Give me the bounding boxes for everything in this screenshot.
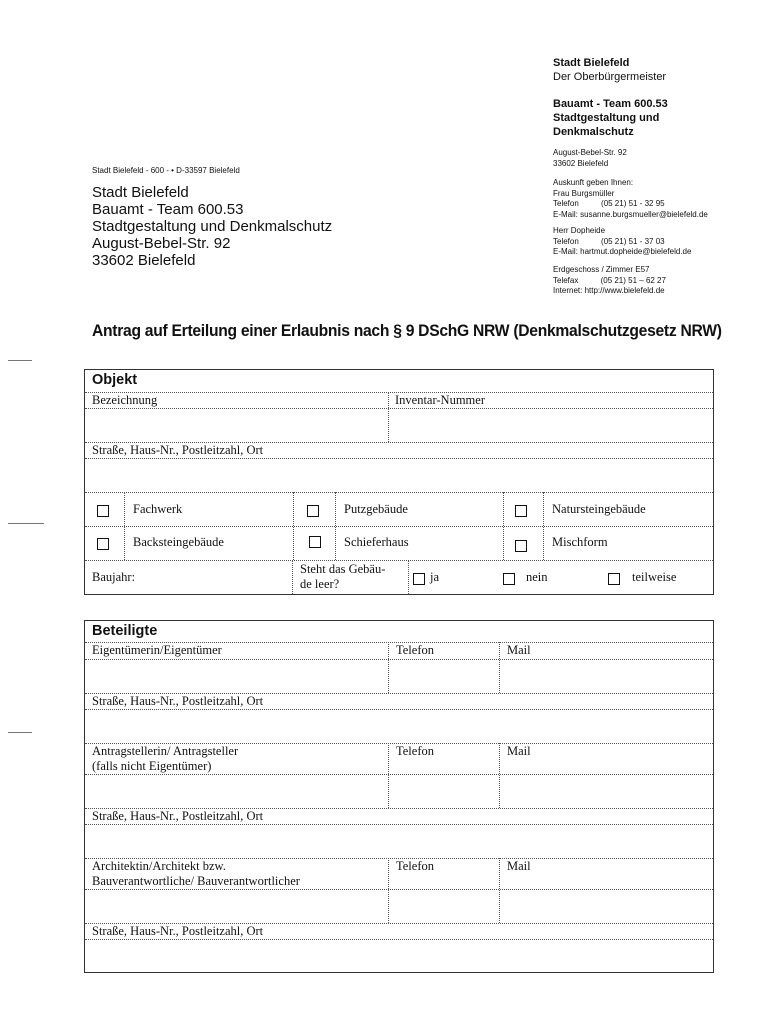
leer-nein-checkbox[interactable] <box>503 573 515 585</box>
arch-divider <box>85 889 713 890</box>
putzgebaeude-checkbox[interactable] <box>307 505 319 517</box>
sender-line: Stadt Bielefeld - 600 - • D-33597 Bielefeld <box>92 166 240 175</box>
objekt-heading: Objekt <box>92 372 138 388</box>
architekt-field[interactable] <box>86 891 386 921</box>
fold-mark-top <box>8 360 32 361</box>
eigentuemer-strasse-label: Straße, Haus-Nr., Postleitzahl, Ort <box>92 694 264 708</box>
dept-line2: Stadtgestaltung und <box>553 112 660 124</box>
contact2-name: Herr Dopheide <box>553 226 606 235</box>
antragsteller-mail-label: Mail <box>507 744 531 758</box>
fachwerk-checkbox[interactable] <box>97 505 109 517</box>
architekt-strasse-field[interactable] <box>86 941 712 971</box>
contact1-phone: Telefon (05 21) 51 - 32 95 <box>553 199 665 208</box>
punch-mark <box>8 523 44 524</box>
leer-nein-label: nein <box>526 570 548 584</box>
architekt-line2: Bauverantwortliche/ Bauverantwortlicher <box>92 874 300 888</box>
eigentuemer-telefon-field[interactable] <box>390 661 497 691</box>
leer-ja-checkbox[interactable] <box>413 573 425 585</box>
architekt-mail-field[interactable] <box>501 891 712 921</box>
antragsteller-telefon-label: Telefon <box>396 744 434 758</box>
architekt-strasse-label: Straße, Haus-Nr., Postleitzahl, Ort <box>92 924 264 938</box>
bezeichnung-field[interactable] <box>86 410 386 440</box>
natursteingebaeude-checkbox[interactable] <box>515 505 527 517</box>
antragsteller-mail-field[interactable] <box>501 776 712 806</box>
objekt-divider-2 <box>85 408 713 409</box>
header-city: 33602 Bielefeld <box>553 158 609 168</box>
header-room <box>553 265 666 297</box>
org-name: Stadt Bielefeld <box>553 57 630 69</box>
antrag-strasse-divider <box>85 824 713 825</box>
architekt-label <box>92 859 300 889</box>
schieferhaus-checkbox[interactable] <box>309 536 321 548</box>
objekt-divider-5 <box>85 492 713 493</box>
leer-question-line1: Steht das Gebäu- <box>300 562 386 576</box>
objekt-vdivider <box>388 393 389 442</box>
arch-vdivider-2 <box>499 858 500 923</box>
contact2-phone: Telefon (05 21) 51 - 37 03 <box>553 236 665 246</box>
antragsteller-line1: Antragstellerin/ Antragsteller <box>92 744 239 758</box>
beteiligte-heading: Beteiligte <box>92 623 158 639</box>
leer-teilweise-checkbox[interactable] <box>608 573 620 585</box>
leer-teilweise-label: teilweise <box>632 570 677 584</box>
schieferhaus-label: Schieferhaus <box>344 535 409 549</box>
leer-vdivider <box>408 560 409 594</box>
leer-question-line2: de leer? <box>300 577 340 591</box>
recipient-line3: Stadtgestaltung und Denkmalschutz <box>92 218 333 235</box>
baujahr-vdivider <box>292 560 293 594</box>
antragsteller-strasse-label: Straße, Haus-Nr., Postleitzahl, Ort <box>92 809 264 823</box>
architekt-telefon-field[interactable] <box>390 891 497 921</box>
contact-intro: Auskunft geben Ihnen: <box>553 178 634 187</box>
eig-strasse-divider <box>85 709 713 710</box>
contact2-mail: E-Mail: hartmut.dopheide@bielefeld.de <box>553 247 692 256</box>
antragsteller-label <box>92 744 238 774</box>
objekt-strasse-label: Straße, Haus-Nr., Postleitzahl, Ort <box>92 443 264 457</box>
antragsteller-line2: (falls nicht Eigentümer) <box>92 759 212 773</box>
header-contact2 <box>553 226 691 258</box>
baujahr-field[interactable] <box>140 564 290 592</box>
leer-ja-label: ja <box>430 570 440 584</box>
objekt-strasse-field[interactable] <box>86 460 712 491</box>
header-org <box>553 56 666 84</box>
putzgebaeude-label: Putzgebäude <box>344 502 408 516</box>
eigentuemer-label: Eigentümerin/Eigentümer <box>92 643 222 657</box>
objekt-divider-4 <box>85 458 713 459</box>
contact1-mail: E-Mail: susanne.burgsmueller@bielefeld.de <box>553 209 708 219</box>
header-dept <box>553 97 668 139</box>
eig-vdivider-2 <box>499 642 500 693</box>
natursteingebaeude-label: Natursteingebäude <box>552 502 646 516</box>
antragsteller-telefon-field[interactable] <box>390 776 497 806</box>
header-street: August-Bebel-Str. 92 <box>553 148 627 157</box>
type-bottom-divider <box>85 560 713 561</box>
org-sub: Der Oberbürgermeister <box>553 71 667 83</box>
eigentuemer-strasse-field[interactable] <box>86 711 712 741</box>
antragsteller-field[interactable] <box>86 776 386 806</box>
dept-line3: Denkmalschutz <box>553 126 634 138</box>
eigentuemer-mail-label: Mail <box>507 643 531 657</box>
backsteingebaeude-label: Backsteingebäude <box>133 535 224 549</box>
leer-question <box>300 562 385 592</box>
fax: Telefax (05 21) 51 – 62 27 <box>553 275 666 285</box>
form-title: Antrag auf Erteilung einer Erlaubnis nach § 9 DSchG NRW (Denkmalschutzgesetz NRW) <box>92 322 722 340</box>
type-row-divider <box>85 526 713 527</box>
recipient-line4: August-Bebel-Str. 92 <box>92 235 231 252</box>
eig-vdivider-1 <box>388 642 389 693</box>
arch-vdivider-1 <box>388 858 389 923</box>
antrag-vdivider-1 <box>388 743 389 808</box>
dept-line1: Bauamt - Team 600.53 <box>553 98 668 110</box>
eig-divider <box>85 659 713 660</box>
antrag-divider <box>85 774 713 775</box>
recipient-line1: Stadt Bielefeld <box>92 184 189 201</box>
contact1-name: Frau Burgsmüller <box>553 188 615 198</box>
bezeichnung-label: Bezeichnung <box>92 393 158 407</box>
recipient-address <box>92 184 332 269</box>
mischform-label: Mischform <box>552 535 608 549</box>
architekt-mail-label: Mail <box>507 859 531 873</box>
inventar-label: Inventar-Nummer <box>395 393 485 407</box>
recipient-line2: Bauamt - Team 600.53 <box>92 201 244 218</box>
arch-strasse-divider <box>85 939 713 940</box>
fold-mark-bottom <box>8 732 32 733</box>
fachwerk-label: Fachwerk <box>133 502 183 516</box>
architekt-telefon-label: Telefon <box>396 859 434 873</box>
antragsteller-strasse-field[interactable] <box>86 826 712 856</box>
eigentuemer-mail-field[interactable] <box>501 661 712 691</box>
room: Erdgeschoss / Zimmer E57 <box>553 265 650 274</box>
baujahr-label: Baujahr: <box>92 570 136 584</box>
mischform-checkbox[interactable] <box>515 540 527 552</box>
antrag-vdivider-2 <box>499 743 500 808</box>
inventar-field[interactable] <box>390 410 712 440</box>
backsteingebaeude-checkbox[interactable] <box>97 538 109 550</box>
internet: Internet: http://www.bielefeld.de <box>553 286 665 295</box>
architekt-line1: Architektin/Architekt bzw. <box>92 859 226 873</box>
eigentuemer-telefon-label: Telefon <box>396 643 434 657</box>
header-contact1 <box>553 178 708 220</box>
header-address <box>553 148 627 169</box>
eigentuemer-field[interactable] <box>86 661 386 691</box>
recipient-line5: 33602 Bielefeld <box>92 252 196 269</box>
